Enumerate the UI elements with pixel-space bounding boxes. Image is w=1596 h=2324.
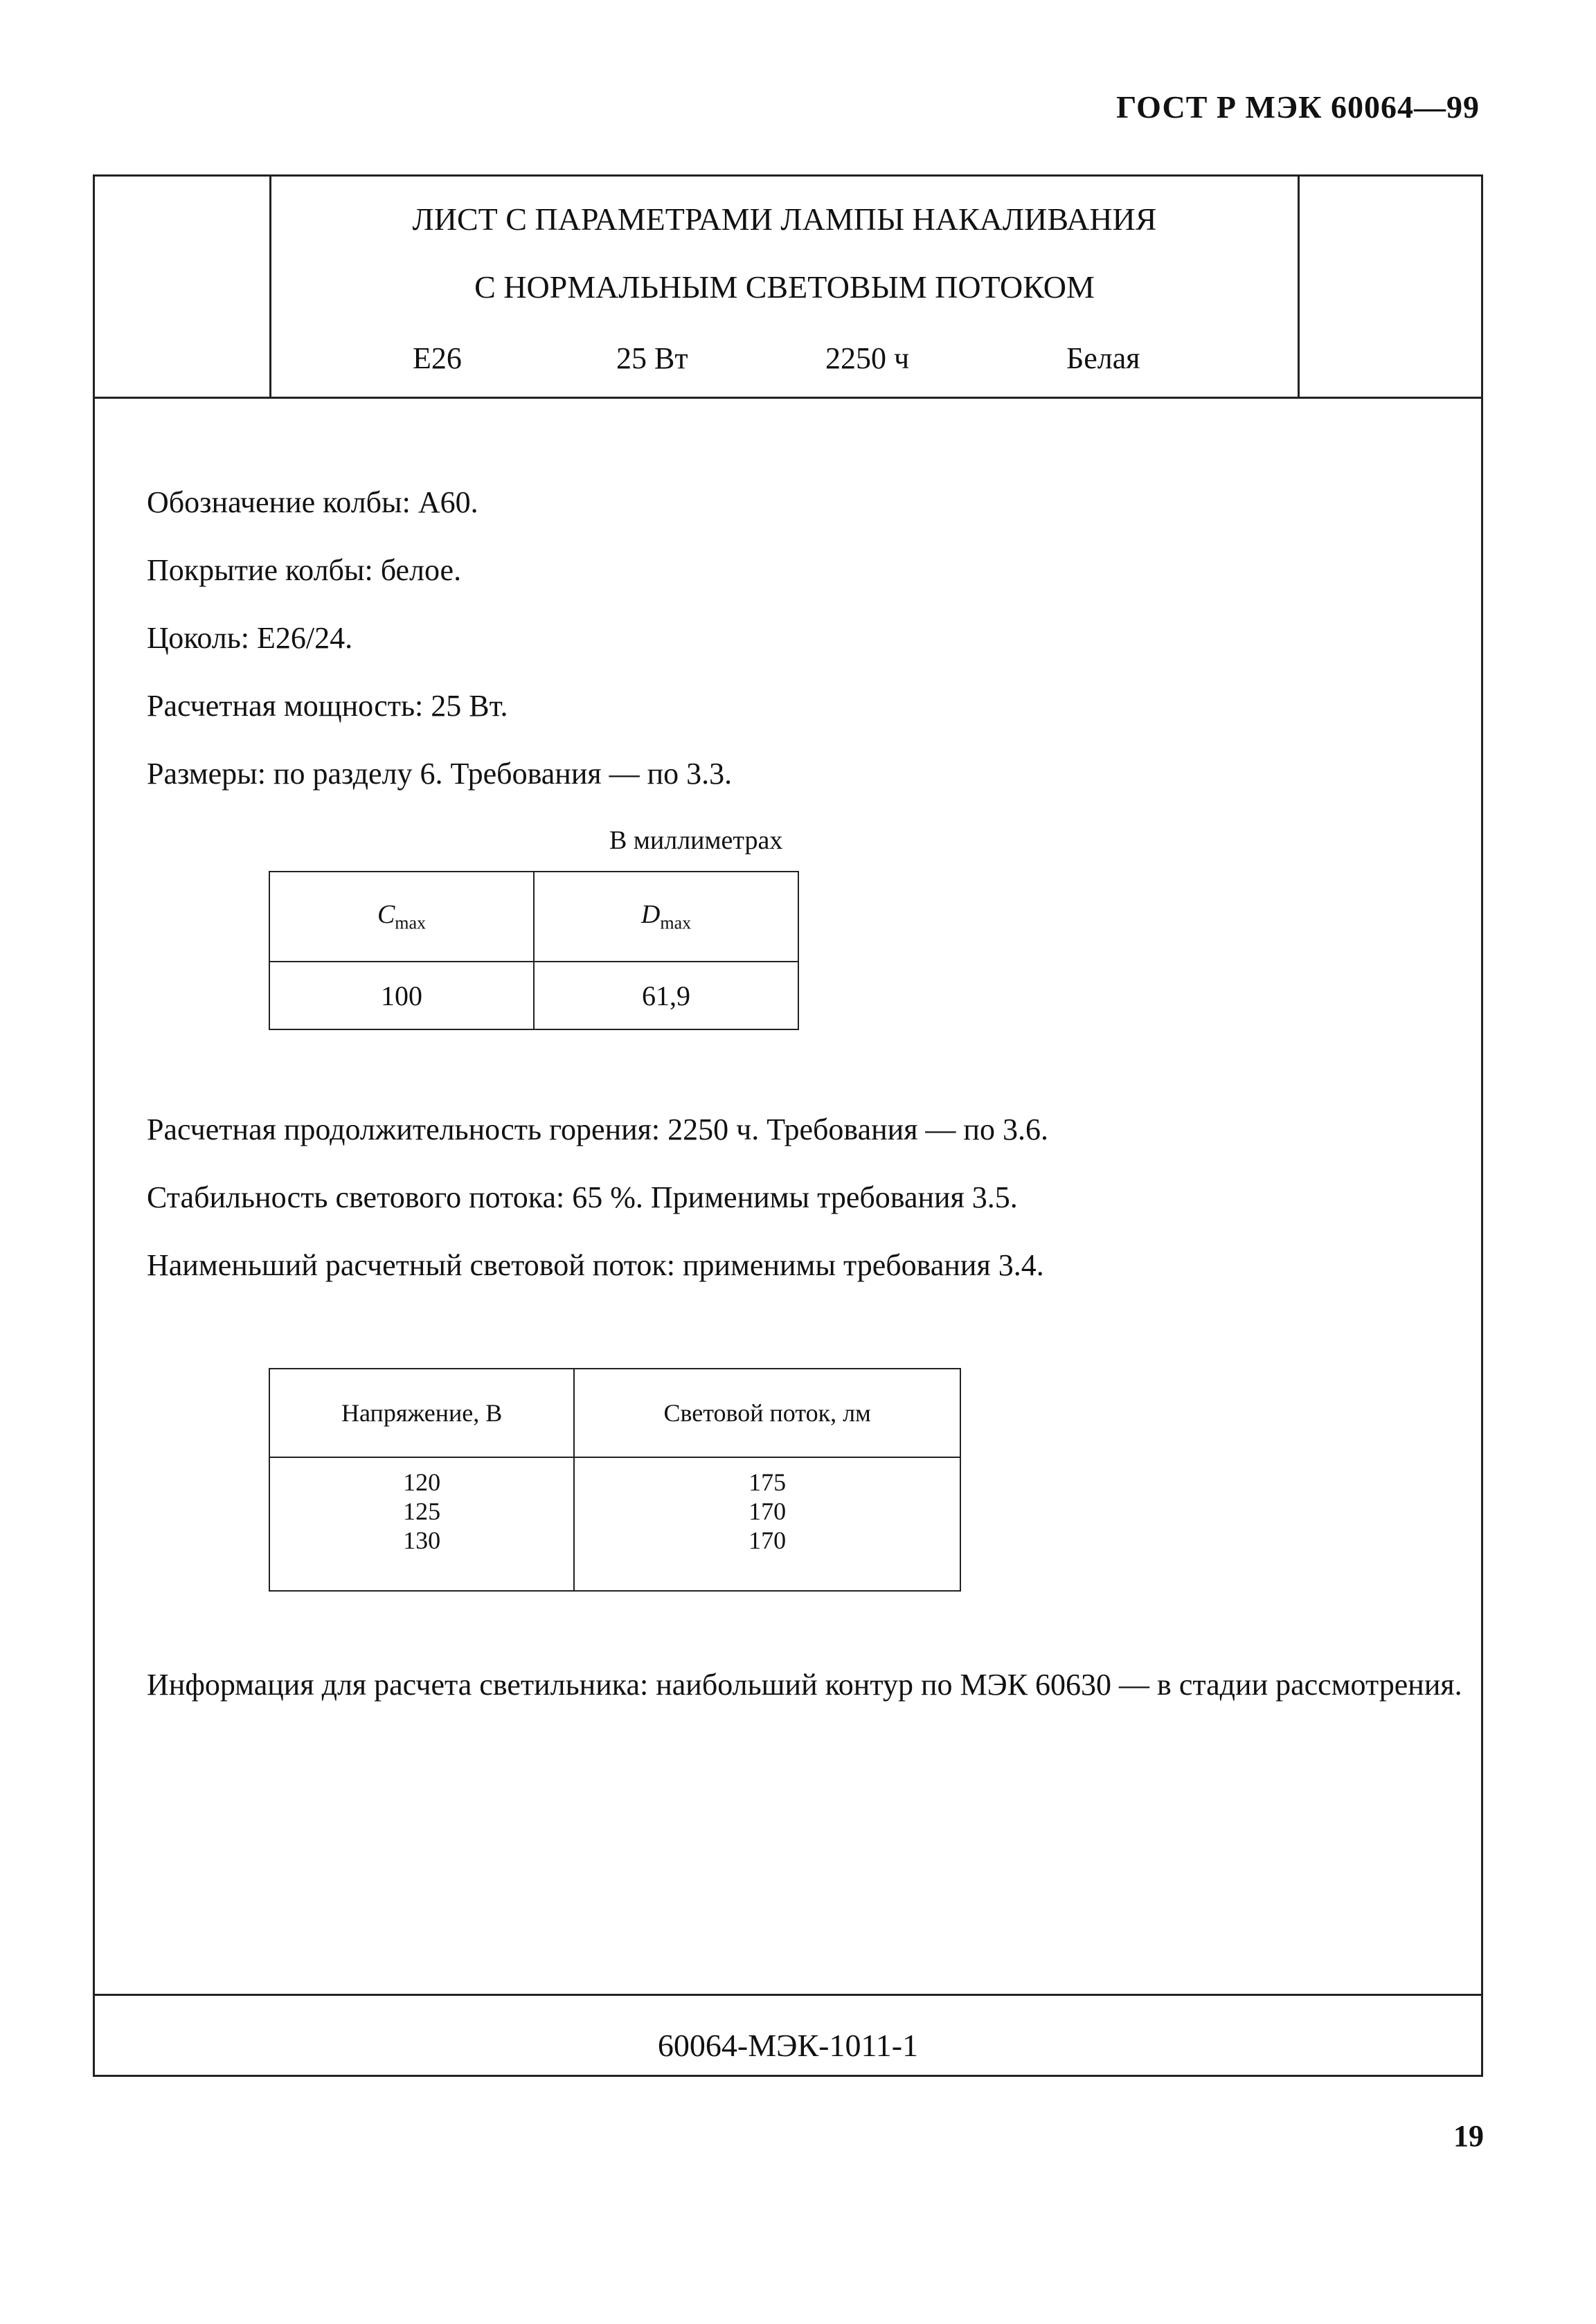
- cmax-value: 100: [269, 962, 534, 1029]
- col-header-voltage: Напряжение, В: [269, 1369, 574, 1457]
- param-power: 25 Вт: [616, 341, 688, 375]
- sheet-code: 60064-МЭК-1011-1: [657, 2028, 919, 2063]
- units-note: В миллиметрах: [609, 826, 783, 855]
- min-flux: Наименьший расчетный световой поток: применимы требования 3.4.: [147, 1248, 1044, 1282]
- col-header-flux: Световой поток, лм: [574, 1369, 960, 1457]
- flux-values: 175 170 170: [574, 1457, 960, 1591]
- lamp-cap: Цоколь: Е26/24.: [147, 621, 353, 655]
- sheet-title-line1: ЛИСТ С ПАРАМЕТРАМИ ЛАМПЫ НАКАЛИВАНИЯ: [412, 201, 1157, 237]
- sheet-title-line2: С НОРМАЛЬНЫМ СВЕТОВЫМ ПОТОКОМ: [474, 269, 1095, 305]
- dimensions-table: [269, 871, 799, 1030]
- bulb-coating: Покрытие колбы: белое.: [147, 553, 462, 587]
- dmax-value: 61,9: [534, 962, 798, 1029]
- rated-life: Расчетная продолжительность горения: 2250 ч. Требования — по 3.6.: [147, 1113, 1048, 1146]
- param-finish: Белая: [1066, 341, 1140, 375]
- voltage-values: 120 125 130: [269, 1457, 574, 1591]
- bulb-designation: Обозначение колбы: А60.: [147, 485, 478, 519]
- page-number: 19: [1453, 2119, 1484, 2153]
- rated-power: Расчетная мощность: 25 Вт.: [147, 689, 508, 723]
- param-life: 2250 ч: [825, 341, 910, 375]
- flux-table: [269, 1368, 961, 1592]
- standard-header: ГОСТ Р МЭК 60064—99: [1116, 89, 1480, 125]
- dimensions: Размеры: по разделу 6. Требования — по 3.3.: [147, 757, 733, 791]
- luminaire-info: Информация для расчета светильника: наибольший контур по МЭК 60630 — в стадии рассмотрения.: [147, 1668, 1462, 1702]
- col-header-dmax: $D_{max}$: [534, 872, 798, 962]
- param-cap: E26: [413, 341, 462, 375]
- flux-maintenance: Стабильность светового потока: 65 %. Применимы требования 3.5.: [147, 1180, 1018, 1214]
- col-header-cmax: $C_{max}$: [269, 872, 534, 962]
